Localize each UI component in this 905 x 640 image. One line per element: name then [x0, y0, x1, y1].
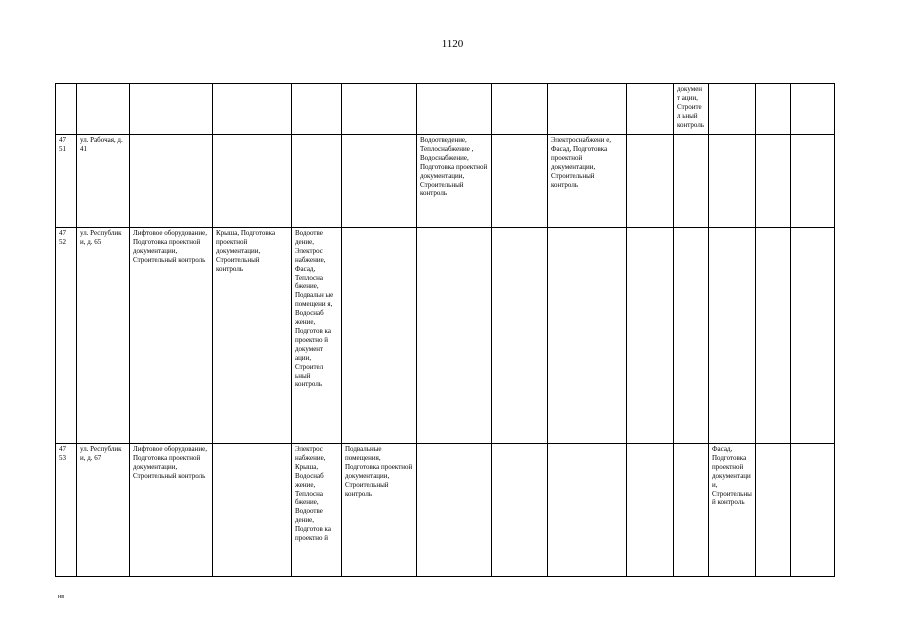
table-cell	[130, 84, 213, 135]
table-cell	[292, 84, 342, 135]
table-cell: Электроснабжени е, Фасад, Подготовка проектной документации, Строительный контроль	[548, 135, 627, 228]
table-cell	[756, 228, 791, 444]
table-cell	[709, 84, 756, 135]
table-cell: Лифтовое оборудование, Подготовка проектной документации, Строительный контроль	[130, 444, 213, 577]
table-cell	[492, 444, 548, 577]
table-cell	[417, 228, 492, 444]
table-cell	[548, 228, 627, 444]
table-cell	[548, 444, 627, 577]
table-cell: Крыша, Подготовка проектной документации, Строительный контроль	[213, 228, 292, 444]
table-cell: Подвальные помещения, Подготовка проектной документации, Строительный контроль	[342, 444, 417, 577]
table-cell	[130, 135, 213, 228]
table-cell	[627, 444, 674, 577]
table-cell: 47 51	[56, 135, 77, 228]
table-cell	[548, 84, 627, 135]
table-cell	[492, 228, 548, 444]
table-cell: Водоотведение, Теплоснабжение , Водоснабжение, Подготовка проектной документации, Строительный контроль	[417, 135, 492, 228]
table-cell: документ ации, Строител ьный контроль	[674, 84, 709, 135]
table-row	[56, 84, 835, 135]
table-cell	[756, 84, 791, 135]
table-cell	[492, 84, 548, 135]
table-cell: ул. Республик и, д. 65	[77, 228, 130, 444]
table-cell	[213, 84, 292, 135]
table-cell	[492, 135, 548, 228]
table-cell	[709, 228, 756, 444]
table-cell	[674, 444, 709, 577]
table-cell	[56, 84, 77, 135]
table-row	[56, 444, 835, 577]
table-cell	[627, 135, 674, 228]
table-row	[56, 135, 835, 228]
table-cell	[674, 135, 709, 228]
table-cell	[342, 135, 417, 228]
table-cell	[292, 135, 342, 228]
works-table	[55, 83, 835, 577]
table-cell	[709, 135, 756, 228]
table-cell: ул. Рабочая, д. 41	[77, 135, 130, 228]
table-cell	[417, 84, 492, 135]
table-cell	[791, 228, 835, 444]
table-cell	[791, 444, 835, 577]
table-cell: 47 52	[56, 228, 77, 444]
table-cell	[756, 135, 791, 228]
table-cell: Лифтовое оборудование, Подготовка проектной документации, Строительный контроль	[130, 228, 213, 444]
table-cell	[77, 84, 130, 135]
table-cell: Фасад, Подготовка проектной документации, Строительный контроль	[709, 444, 756, 577]
table-cell	[791, 135, 835, 228]
table-body	[56, 84, 835, 577]
table-cell	[674, 228, 709, 444]
table-row	[56, 228, 835, 444]
table-cell: 47 53	[56, 444, 77, 577]
table-cell	[213, 444, 292, 577]
table-cell	[417, 444, 492, 577]
table-cell: ул. Республик и, д. 67	[77, 444, 130, 577]
table-cell	[342, 228, 417, 444]
table-cell	[342, 84, 417, 135]
table-cell	[627, 228, 674, 444]
table-cell	[791, 84, 835, 135]
table-cell	[756, 444, 791, 577]
table-cell: Водоотве дение, Электрос набжение, Фасад, Теплосна бжение, Подвальн ые помещени я, Водоснаб жение, Подготов ка проектно й документ ации, Строител ьный контроль	[292, 228, 342, 444]
page-number: 1120	[441, 38, 464, 50]
table-cell	[627, 84, 674, 135]
table-cell: Электрос набжение, Крыша, Водоснаб жение, Теплосна бжение, Водоотве дение, Подготов ка проектно й	[292, 444, 342, 577]
table-cell	[213, 135, 292, 228]
footer-mark: нв	[58, 594, 65, 600]
